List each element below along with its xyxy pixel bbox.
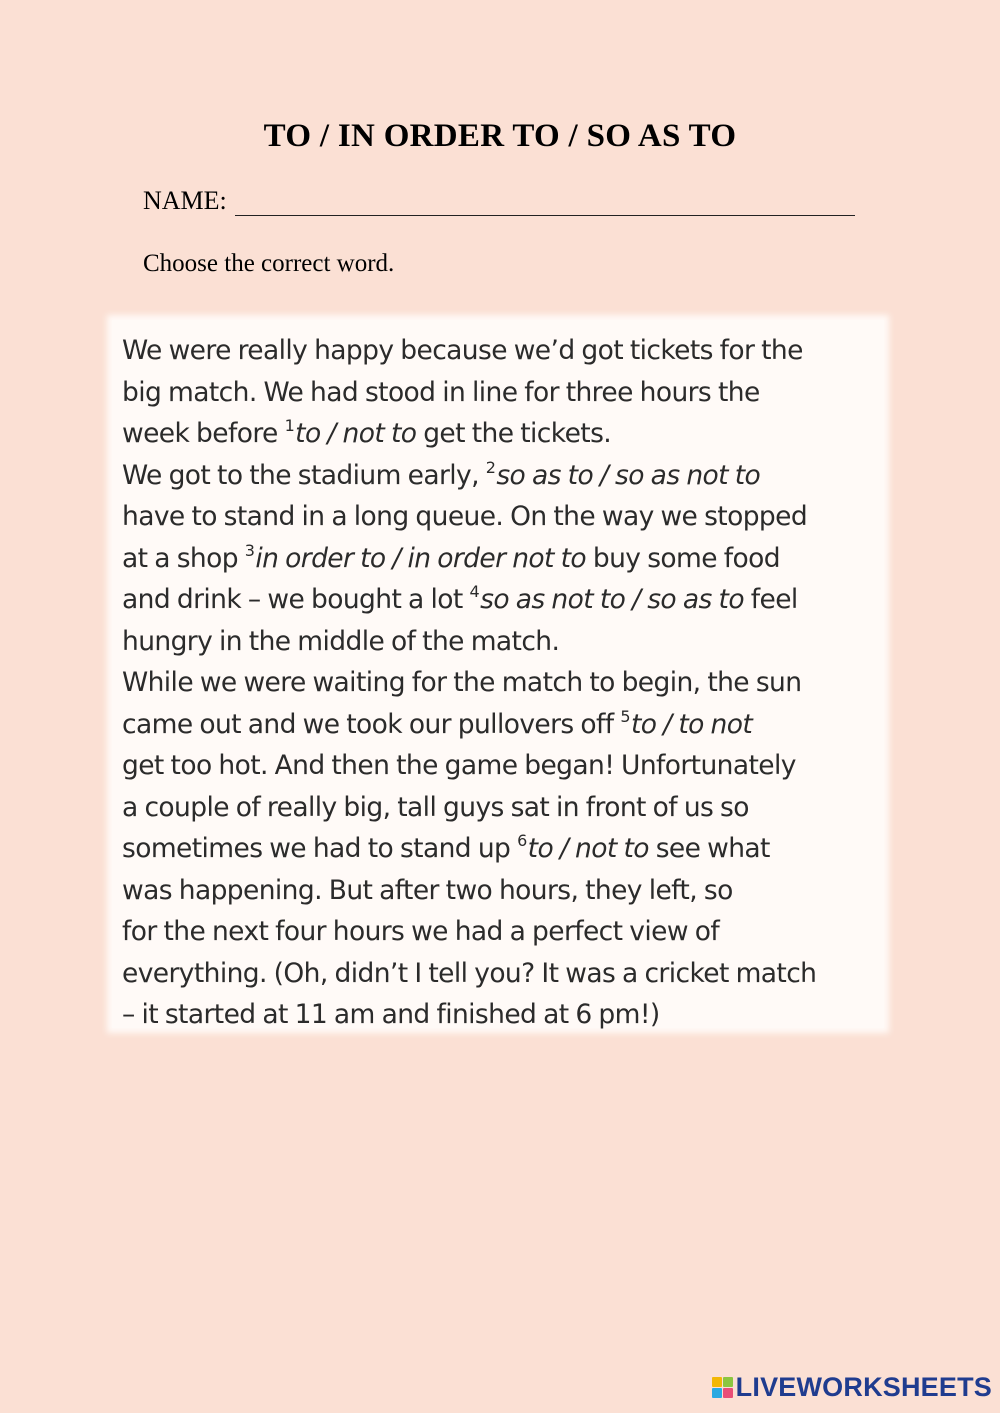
passage-line: have to stand in a long queue. On the way we stopped (122, 501, 808, 532)
name-row (143, 186, 855, 216)
liveworksheets-logo[interactable] (712, 1369, 992, 1405)
passage-line: sometimes we had to stand up $^6$to / not to see what (122, 831, 770, 864)
passage-line: We were really happy because we’d got tickets for the (122, 335, 803, 366)
gap-number-3: 3 (244, 540, 255, 560)
passage-line: for the next four hours we had a perfect view of (122, 916, 720, 947)
gap-number-5: 5 (620, 706, 630, 726)
page-title: TO / IN ORDER TO / SO AS TO (263, 118, 737, 154)
choice-2[interactable]: so as to / so as not to (496, 459, 761, 491)
logo-square-icon (723, 1377, 733, 1387)
passage-line: everything. (Oh, didn’t I tell you? It was a cricket match (122, 957, 817, 989)
logo-text: LIVEWORKSHEETS (735, 1371, 992, 1402)
passage-line: and drink – we bought a lot $^4$so as not to / so as to feel (122, 582, 798, 615)
passage (122, 330, 892, 1036)
passage-line: While we were waiting for the match to begin, the sun (122, 667, 802, 698)
logo-square-icon (712, 1377, 722, 1387)
passage-line: big match. We had stood in line for three hours the (122, 376, 760, 408)
passage-line: get too hot. And then the game began! Unfortunately (122, 750, 796, 781)
passage-line: was happening. But after two hours, they left, so (122, 874, 733, 906)
liveworksheets-logo-icon (712, 1377, 733, 1398)
gap-number-2: 2 (485, 457, 496, 477)
instructions: Choose the correct word. (143, 250, 395, 277)
gap-number-4: 4 (469, 582, 480, 601)
choice-4[interactable]: so as not to / so as to (480, 584, 744, 615)
passage-line: at a shop $^3$in order to / in order not to buy some food (122, 540, 780, 574)
name-input-line[interactable] (235, 187, 855, 216)
choice-5[interactable]: to / to not (630, 708, 753, 740)
name-label: NAME: (143, 186, 227, 215)
passage-line: – it started at 11 am and finished at 6 pm!) (122, 999, 660, 1030)
choice-6[interactable]: to / not to (527, 833, 649, 864)
gap-number-6: 6 (517, 831, 527, 850)
passage-line: came out and we took our pullovers off $^5$to / to not (122, 706, 753, 740)
passage-line: We got to the stadium early, $^2$so as to / so as not to (122, 457, 761, 491)
passage-line: a couple of really big, tall guys sat in front of us so (122, 791, 749, 823)
choice-1[interactable]: to / not to (295, 418, 417, 449)
logo-square-icon (723, 1388, 733, 1398)
passage-line: hungry in the middle of the match. (122, 625, 560, 657)
logo-square-icon (712, 1388, 722, 1398)
gap-number-1: 1 (284, 416, 295, 435)
choice-3[interactable]: in order to / in order not to (255, 542, 587, 574)
passage-line: week before $^1$to / not to get the tickets. (122, 416, 612, 449)
